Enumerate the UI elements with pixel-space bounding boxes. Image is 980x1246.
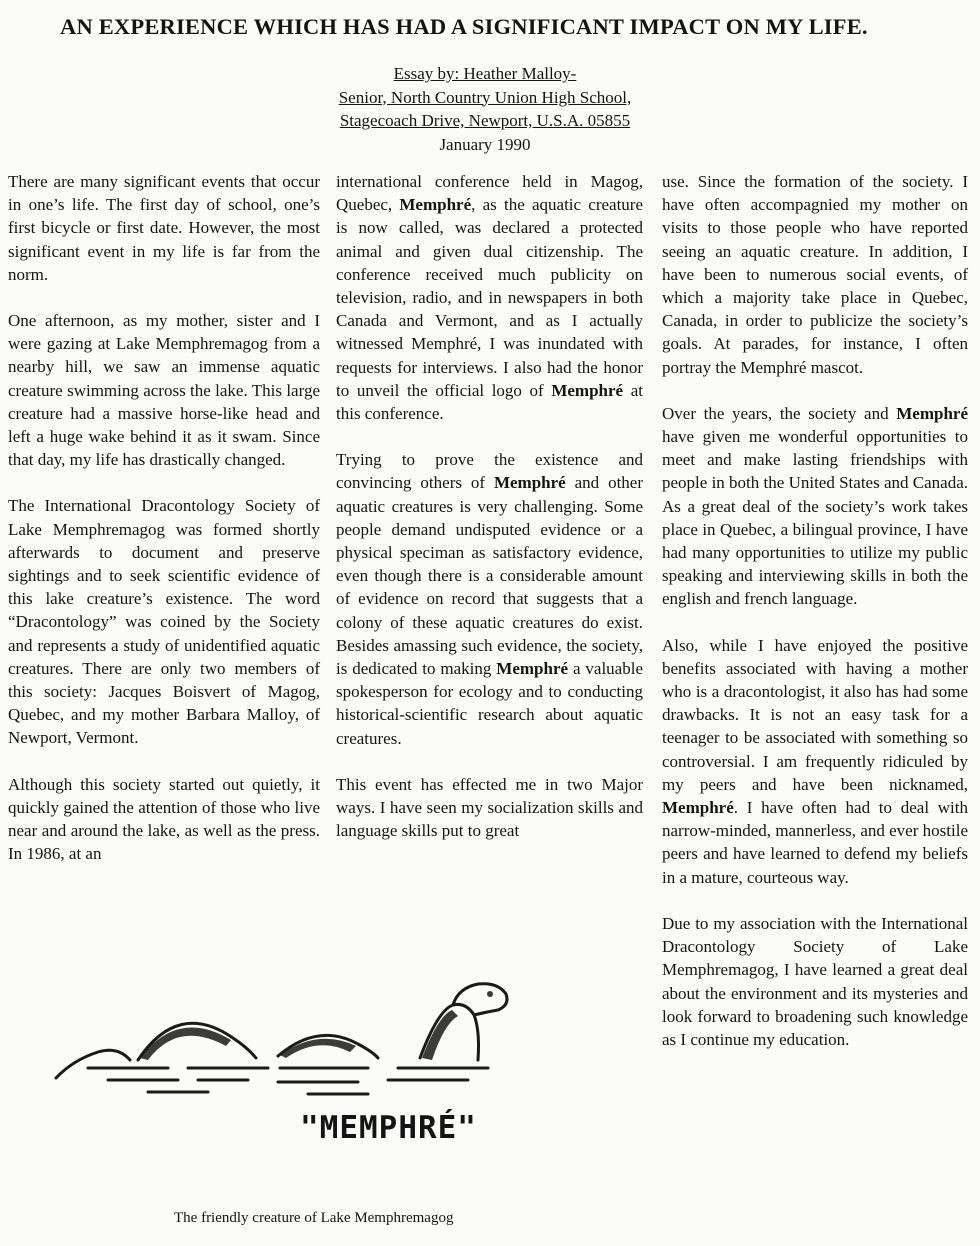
memphre-name: Memphré [551, 380, 624, 400]
essay-title: AN EXPERIENCE WHICH HAS HAD A SIGNIFICANT IMPACT ON MY LIFE. [60, 14, 868, 39]
byline [300, 62, 670, 156]
byline-date: January 1990 [439, 134, 531, 154]
byline-address: Stagecoach Drive, Newport, U.S.A. 05855 [339, 111, 631, 130]
column-2 [336, 170, 643, 865]
paragraph: Also, while I have enjoyed the positive benefits associated with having a mother who is a dracontologist, it also has had some drawbacks. It is not an easy task for a teenager to be associated with something so controversial. I am frequently ridiculed by my peers and have been nicknamed, Memphré. I have often had to deal with narrow-minded, mannerless, and ever hostile peers and have learned to defend my beliefs in a mature, courteous way. [662, 635, 968, 887]
paragraph: One afternoon, as my mother, sister and I were gazing at Lake Memphremagog from a nearby hill, we saw an immense aquatic creature swimming across the lake. This large creature had a massive horse-like head and left a huge wake behind it as it swam. Since that day, my life has drastically changed. [8, 311, 320, 470]
byline-author: Essay by: Heather Malloy- [393, 64, 577, 83]
mascot-label: "MEMPHRÉ" [300, 1110, 477, 1146]
figure-caption: The friendly creature of Lake Memphremagog [174, 1210, 454, 1226]
paragraph: Over the years, the society and Memphré have given me wonderful opportunities to meet and make lasting friendships with people in both the United States and Canada. As a great deal of the society’s work takes place in Quebec, a bilingual province, I have had many opportunities to utilize my public speaking and interviewing skills in both the english and french language. [662, 403, 968, 609]
paragraph: use. Since the formation of the society. I have often accompagnied my mother on visits to those people who have reported seeing an aquatic creature. In addition, I have been to numerous social events, of which a majority take place in Quebec, Canada, in order to publicize the society’s goals. At parades, for instance, I often portray the Memphré mascot. [662, 172, 968, 377]
memphre-name: Memphré [399, 195, 472, 215]
memphre-name: Memphré [662, 798, 734, 818]
column-1 [8, 170, 320, 888]
paragraph: Although this society started out quietly, it quickly gained the attention of those who live near and around the lake, as well as the press. In 1986, at an [8, 774, 320, 864]
memphre-name: Memphré [493, 473, 566, 493]
column-3 [662, 170, 968, 1074]
paragraph: Due to my association with the International Dracontology Society of Lake Memphremagog, I have learned a great deal about the environment and its mysteries and look forward to broadening such knowledge as I continue my education. [662, 913, 968, 1049]
paragraph: Trying to prove the existence and convincing others of Memphré and other aquatic creatures is very challenging. Some people demand undisputed evidence or a physical speciman as satisfactory evidence, even though there is a considerable amount of evidence on record that suggests that a colony of these aquatic creatures do exist. Besides amassing such evidence, the society, is dedicated to making Memphré a valuable spokesperson for ecology and to conducting historical-scientific research about aquatic creatures. [336, 450, 643, 748]
paragraph: The International Dracontology Society of Lake Memphremagog was formed shortly afterwards to document and preserve sightings and to seek scientific evidence of this lake creature’s existence. The word “Dracontology” was coined by the Society and represents a study of unidentified aquatic creatures. There are only two members of this society: Jacques Boisvert of Magog, Quebec, and my mother Barbara Malloy, of Newport, Vermont. [8, 496, 320, 748]
memphre-name: Memphré [496, 659, 569, 679]
memphre-name: Memphré [896, 403, 968, 423]
paragraph: international conference held in Magog, Quebec, Memphré, as the aquatic creature is now called, was declared a protected animal and given dual citizenship. The conference received much publicity on television, radio, and in newspapers in both Canada and Vermont, and as I actually witnessed Memphré, I was inundated with requests for interviews. I also had the honor to unveil the official logo of Memphré at this conference. [336, 172, 643, 424]
byline-school: Senior, North Country Union High School, [338, 87, 632, 107]
paragraph: This event has effected me in two Major ways. I have seen my socialization skills and language skills put to great [336, 774, 643, 841]
paragraph: There are many significant events that occur in one’s life. The first day of school, one’s first bicycle or first date. However, the most significant event in my life is far from the norm. [8, 172, 320, 284]
